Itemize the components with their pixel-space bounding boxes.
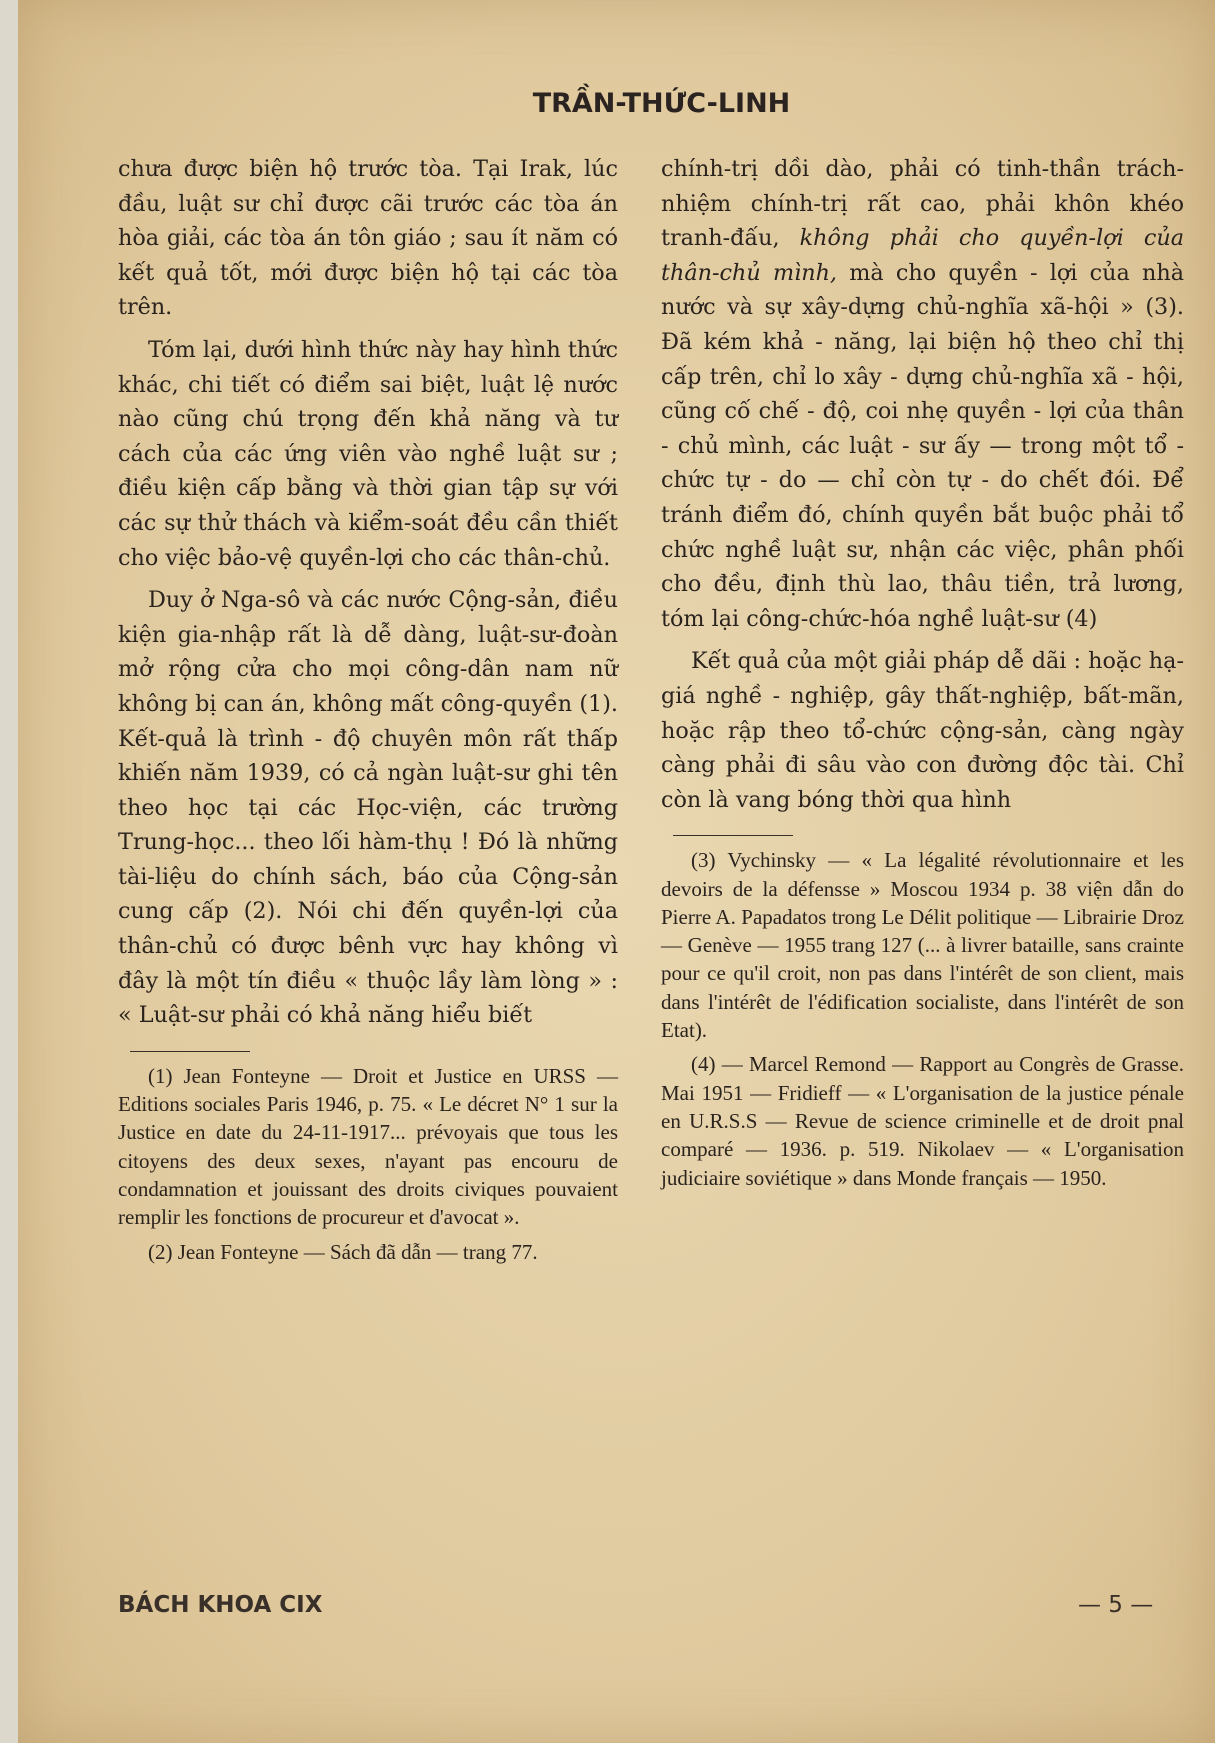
footnote-3: (3) Vychinsky — « La légalité révolutionnaire et les devoirs de la défensse » Moscou 1934 p. 38 viện dẫn do Pierre A. Papadatos trong Le Délit politique — Librairie Droz — Genève — 1955 trang 127 (... à livrer bataille, sans crainte pour ce qu'il croit, non pas dans l'intérêt de son client, mais dans l'intérêt de l'édification socialiste, dans l'intérêt de son Etat). xyxy=(661,848,1184,1043)
footnote-divider xyxy=(130,1051,250,1052)
page xyxy=(18,0,1215,1743)
running-header: TRẦN-THỨC-LINH xyxy=(532,88,791,119)
footnote-2: (2) Jean Fonteyne — Sách đã dẫn — trang 77. xyxy=(148,1239,538,1264)
footnote-divider xyxy=(673,835,793,836)
left-paragraph-1: chưa được biện hộ trước tòa. Tại Irak, lúc đầu, luật sư chỉ được cãi trước các tòa án hòa giải, các tòa án tôn giáo ; sau ít năm có kết quả tốt, mới được biện hộ tại các tòa trên. xyxy=(118,156,618,321)
left-paragraph-3: Duy ở Nga-sô và các nước Cộng-sản, điều kiện gia-nhập rất là dễ dàng, luật-sư-đoàn mở rộng cửa cho mọi công-dân nam nữ không bị can án, không mất công-quyền (1). Kết-quả là trình - độ chuyên môn rất thấp khiến năm 1939, có cả ngàn luật-sư ghi tên theo học tại các Học-viện, các trường Trung-học... theo lối hàm-thụ ! Đó là những tài-liệu do chính sách, báo của Cộng-sản cung cấp (2). Nói chi đến quyền-lợi của thân-chủ có được bênh vực hay không vì đây là một tín điều « thuộc lầy làm lòng » : « Luật-sư phải có khả năng hiểu biết xyxy=(118,587,618,1029)
right-column xyxy=(661,152,1184,1198)
right-footnotes xyxy=(661,846,1184,1192)
page-number: — 5 — xyxy=(1078,1592,1154,1618)
left-footnotes xyxy=(118,1062,618,1266)
right-paragraph-1-italic: không phải cho quyền-lợi của thân-chủ mình, xyxy=(661,225,1184,286)
footnote-1: (1) Jean Fonteyne — Droit et Justice en URSS — Editions sociales Paris 1946, p. 75. « Le décret N° 1 sur la Justice en date du 24-11-1917... prévoyais que tous les citoyens des deux sexes, n'ayant pas encouru de condamnation et jouissant des droits civiques pouvaient remplir les fonctions de procureur et d'avocat ». xyxy=(118,1063,618,1230)
right-paragraph-2: Kết quả của một giải pháp dễ dãi : hoặc hạ-giá nghề - nghiệp, gây thất-nghiệp, bất-mãn, hoặc rập theo tổ-chức cộng-sản, càng ngày càng phải đi sâu vào con đường độc tài. Chỉ còn là vang bóng thời qua hình xyxy=(661,648,1184,813)
footnote-4: (4) — Marcel Remond — Rapport au Congrès de Grasse. Mai 1951 — Fridieff — « L'organisation de la justice pénale en U.R.S.S — Revue de science criminelle et de droit pnal comparé — 1936. p. 519. Nikolaev — « L'organisation judiciaire soviétique » dans Monde français — 1950. xyxy=(661,1052,1184,1190)
right-paragraph-1-end: mà cho quyền - lợi của nhà nước và sự xây-dựng chủ-nghĩa xã-hội » (3). Đã kém khả - năng, lại biện hộ theo chỉ thị cấp trên, chỉ lo xây - dựng chủ-nghĩa xã - hội, cũng cố chế - độ, coi nhẹ quyền - lợi của thân - chủ mình, các luật - sư ấy — trong một tổ - chức tự - do — chỉ còn tự - do chết đói. Để tránh điểm đó, chính quyền bắt buộc phải tổ chức nghề luật sư, nhận các việc, phân phối cho đều, định thù lao, thâu tiền, trả lương, tóm lại công-chức-hóa nghề luật-sư (4) xyxy=(661,259,1184,632)
right-paragraph-1 xyxy=(661,152,1184,636)
right-paragraph-1-start: chính-trị dồi dào, phải có tinh-thần trách-nhiệm chính-trị rất cao, phải khôn khéo tranh-đấu, xyxy=(661,156,1184,252)
publication-name: BÁCH KHOA CIX xyxy=(118,1592,323,1618)
left-paragraph-2: Tóm lại, dưới hình thức này hay hình thức khác, chi tiết có điểm sai biệt, luật lệ nước nào cũng chú trọng đến khả năng và tư cách của các ứng viên vào nghề luật sư ; điều kiện cấp bằng và thời gian tập sự với các sự thử thách và kiểm-soát đều cần thiết cho việc bảo-vệ quyền-lợi cho các thân-chủ. xyxy=(118,336,618,571)
left-column xyxy=(118,152,618,1272)
